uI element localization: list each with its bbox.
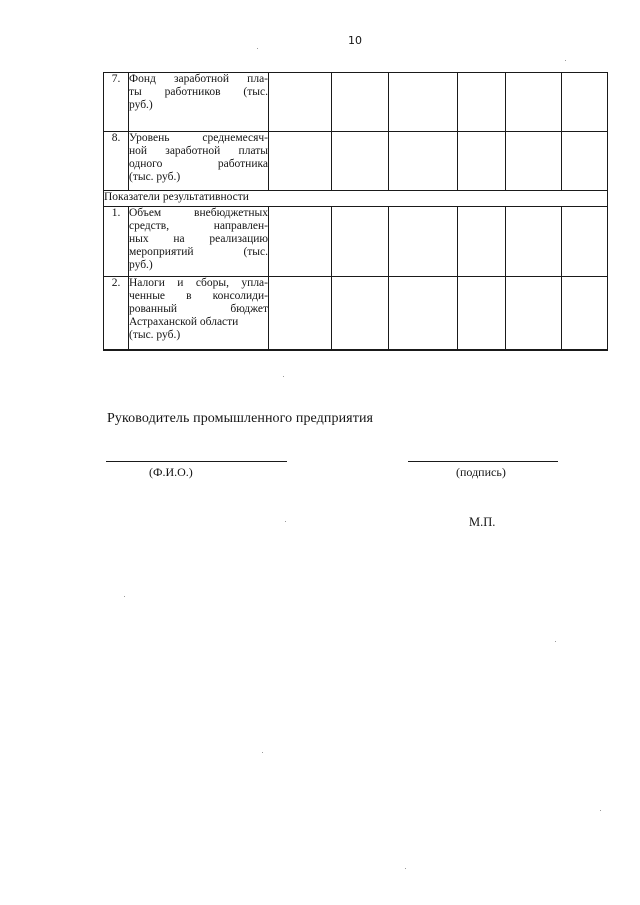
value-cell (332, 132, 389, 191)
indicator-name-line: Объем внебюджетных (129, 207, 268, 219)
scan-speck (285, 521, 286, 522)
scan-speck (262, 752, 263, 753)
indicator-name-line: Фонд заработной пла- (129, 73, 268, 85)
value-cell (269, 277, 332, 351)
value-cell (332, 207, 389, 277)
value-cell (389, 132, 458, 191)
fio-caption: (Ф.И.О.) (149, 465, 193, 479)
row-number: 2. (104, 277, 129, 351)
value-cell (458, 73, 506, 132)
value-cell (332, 73, 389, 132)
indicator-name-line: ченные в консолиди- (129, 290, 268, 302)
row-number: 8. (104, 132, 129, 191)
indicator-name (129, 277, 269, 351)
indicator-name (129, 73, 269, 132)
indicator-name-line: (тыс. руб.) (129, 171, 181, 183)
scan-speck (405, 868, 406, 869)
value-cell (458, 207, 506, 277)
value-cell (389, 207, 458, 277)
stamp-place: М.П. (469, 515, 496, 529)
sign-signature-line (408, 461, 558, 462)
value-cell (269, 132, 332, 191)
value-cell (562, 132, 608, 191)
indicator-name-line: Уровень среднемесяч- (129, 132, 268, 144)
indicators-table (103, 72, 608, 351)
indicator-name-line: средств, направлен- (129, 220, 268, 232)
indicator-name-line: рованный бюджет (129, 303, 268, 315)
table-row (104, 132, 608, 191)
indicator-name-line: ных на реализацию (129, 233, 268, 245)
value-cell (458, 277, 506, 351)
indicator-name-line: Астраханской области (129, 316, 239, 328)
indicator-name (129, 132, 269, 191)
value-cell (562, 73, 608, 132)
indicator-name-line: ной заработной платы (129, 145, 268, 157)
value-cell (458, 132, 506, 191)
value-cell (389, 277, 458, 351)
indicator-name-line: ты работников (тыс. (129, 86, 268, 98)
table-row (104, 207, 608, 277)
row-number: 7. (104, 73, 129, 132)
sign-caption: (подпись) (456, 465, 506, 479)
scan-speck (565, 60, 566, 61)
value-cell (506, 73, 562, 132)
value-cell (506, 132, 562, 191)
scan-speck (283, 376, 284, 377)
value-cell (389, 73, 458, 132)
row-number: 1. (104, 207, 129, 277)
value-cell (562, 277, 608, 351)
indicator-name-line: руб.) (129, 99, 153, 111)
page-number: 10 (348, 34, 362, 47)
section-title: Показатели результативности (104, 191, 608, 207)
indicator-name-line: (тыс. руб.) (129, 329, 181, 341)
table-row (104, 277, 608, 351)
indicator-name-line: одного работника (129, 158, 268, 170)
scan-speck (600, 810, 601, 811)
signatory-title: Руководитель промышленного предприятия (107, 411, 374, 426)
scan-speck (555, 641, 556, 642)
scan-speck (257, 48, 258, 49)
value-cell (269, 73, 332, 132)
value-cell (332, 277, 389, 351)
scan-speck (124, 596, 125, 597)
value-cell (269, 207, 332, 277)
indicator-name (129, 207, 269, 277)
indicator-name-line: руб.) (129, 259, 153, 271)
indicator-name-line: Налоги и сборы, упла- (129, 277, 268, 289)
fio-signature-line (106, 461, 287, 462)
value-cell (562, 207, 608, 277)
table-row (104, 73, 608, 132)
indicator-name-line: мероприятий (тыс. (129, 246, 268, 258)
value-cell (506, 277, 562, 351)
value-cell (506, 207, 562, 277)
section-header-row (104, 191, 608, 207)
